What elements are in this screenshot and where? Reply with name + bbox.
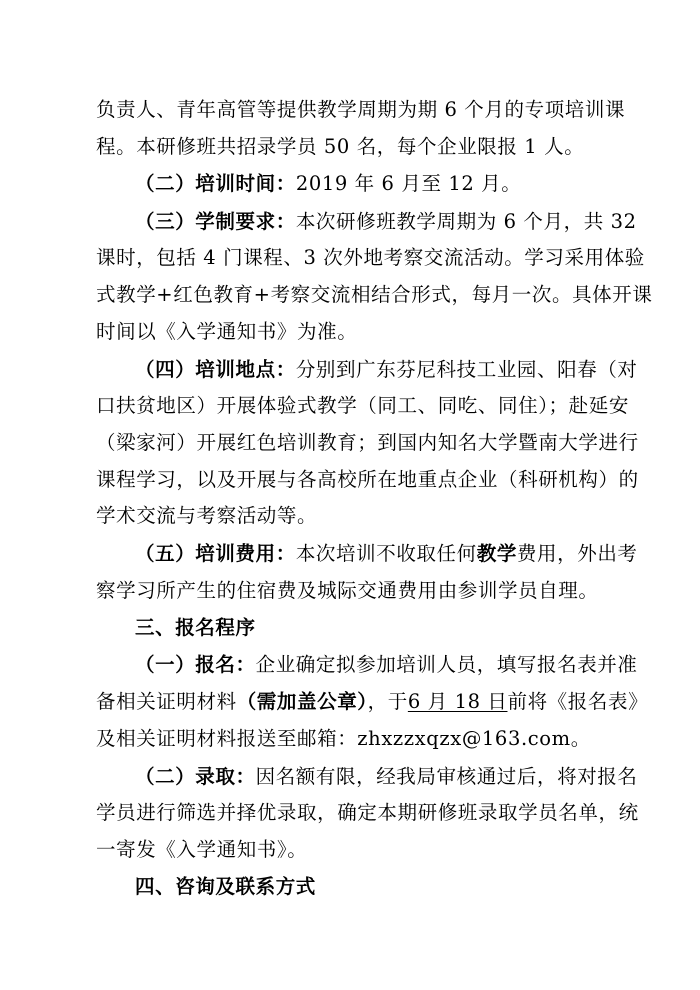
p4-label: （四）培训地点： [135,358,296,381]
s1-line2-d: 6 月 18 日 [407,690,508,713]
section-heading-4: 四、咨询及联系方式 [135,875,316,898]
p4-line5: 学术交流与考察活动等。 [96,504,318,527]
s2-label: （二）录取： [135,765,256,788]
s1-line2-b: （需加盖公章） [236,690,368,713]
s1-line2-c: ，于 [367,690,408,713]
p5-line1-a: 本次培训不收取任何 [295,542,477,565]
p3-line1 [135,208,655,236]
p3-line2: 课时，包括 4 门课程、3 次外地考察交流活动。学习采用体验 [96,246,645,269]
p4-line1-text: 分别到广东芬尼科技工业园、阳春（对 [295,358,638,381]
section-heading-3: 三、报名程序 [135,616,256,639]
p2-text: 2019 年 6 月至 12 月。 [295,172,522,195]
s1-line1 [135,651,655,679]
p5-label: （五）培训费用： [135,542,296,565]
p5-line1 [135,540,655,568]
p2-label: （二）培训时间： [135,172,296,195]
s2-line1-text: 因名额有限，经我局审核通过后，将对报名 [255,765,638,788]
s1-line2 [96,688,649,716]
p5-line2: 察学习所产生的住宿费及城际交通费用由参训学员自理。 [96,579,599,602]
p3-line3: 式教学+红色教育+考察交流相结合形式，每月一次。具体开课 [96,283,653,306]
s1-line2-a: 备相关证明材料 [96,690,237,713]
s1-label: （一）报名： [135,653,256,676]
s2-line3: 一寄发《入学通知书》。 [96,838,308,861]
p1-line1: 负责人、青年高管等提供教学周期为期 6 个月的专项培训课 [96,98,626,121]
p2-line [135,170,655,198]
s1-line3: 及相关证明材料报送至邮箱：zhxzzxqzx@163.com。 [96,727,591,750]
p4-line4: 课程学习，以及开展与各高校所在地重点企业（科研机构）的 [96,468,639,491]
s2-line1 [135,763,655,791]
s1-line2-e: 前将《报名表》 [507,690,649,713]
p1-line2: 程。本研修班共招录学员 50 名，每个企业限报 1 人。 [96,135,585,158]
p4-line1 [135,356,655,384]
p4-line3: （梁家河）开展红色培训教育；到国内知名大学暨南大学进行 [96,431,639,454]
p3-line1-text: 本次研修班教学周期为 6 个月，共 32 [295,210,637,233]
p4-line2: 口扶贫地区）开展体验式教学（同工、同吃、同住）；赴延安 [96,394,629,417]
s2-line2: 学员进行筛选并择优录取，确定本期研修班录取学员名单，统 [96,801,639,824]
p3-label: （三）学制要求： [135,210,296,233]
s1-line1-text: 企业确定拟参加培训人员，填写报名表并准 [255,653,638,676]
p5-line1-c: 费用，外出考 [516,542,638,565]
p3-line4: 时间以《入学通知书》为准。 [96,320,358,343]
p5-line1-b: 教学 [476,542,517,565]
